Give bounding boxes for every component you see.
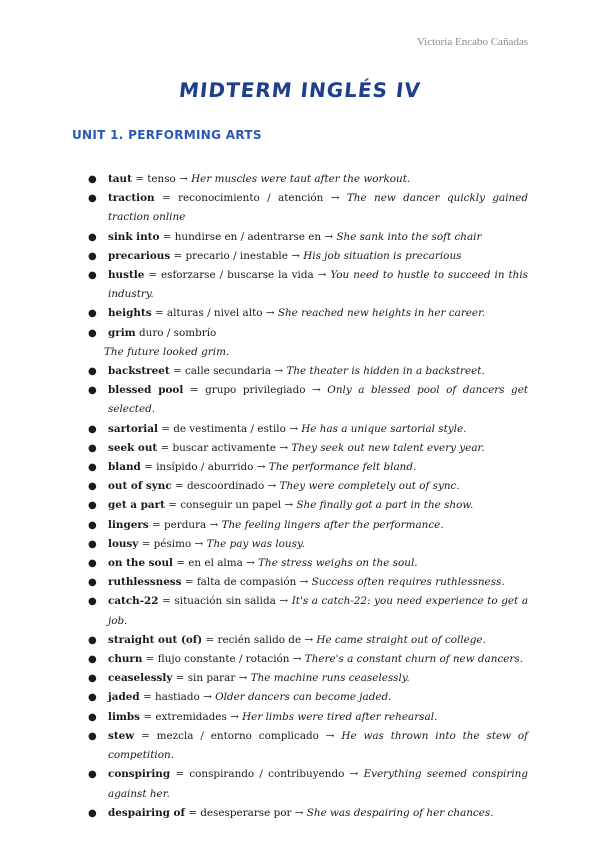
vocab-term: lingers — [108, 518, 149, 531]
vocab-term: ceaselessly — [108, 672, 173, 685]
bullet-icon: ● — [88, 423, 97, 435]
vocab-example: His job situation is precarious — [303, 249, 462, 262]
vocab-item-precarious — [88, 247, 528, 266]
vocab-item-ceaselessly — [88, 669, 528, 688]
vocab-example: The new dancer quickly gained traction online — [108, 192, 529, 224]
vocab-example: The stress weighs on the soul. — [258, 557, 418, 570]
vocab-translation: alturas / nivel alto — [166, 307, 263, 320]
vocab-term: taut — [108, 173, 132, 185]
unit-heading: UNIT 1. PERFORMING ARTS — [72, 128, 262, 142]
vocab-arrow: → — [206, 518, 222, 531]
bullet-icon: ● — [88, 231, 97, 243]
bullet-icon: ● — [88, 634, 97, 646]
vocab-example: She sank into the soft chair — [336, 230, 482, 243]
vocab-arrow: → — [318, 729, 342, 742]
vocab-item-lingers — [88, 516, 528, 535]
vocab-separator: = — [157, 441, 173, 454]
vocab-separator: = — [170, 249, 186, 262]
vocab-example: Only a blessed pool of dancers get selected. — [108, 384, 529, 416]
vocab-example: She finally got a part in the show. — [296, 499, 474, 512]
vocab-separator: = — [172, 672, 188, 685]
bullet-icon: ● — [88, 596, 97, 608]
vocab-example: It's a catch-22: you need experience to get a job. — [108, 595, 529, 627]
vocab-translation: mezcla / entorno complicado — [156, 729, 319, 742]
vocab-item-lousy — [88, 535, 528, 554]
bullet-icon: ● — [88, 250, 97, 262]
vocab-separator: = — [170, 768, 190, 781]
bullet-icon: ● — [88, 577, 97, 589]
vocab-separator: = — [154, 192, 179, 205]
vocab-item-get-a-part — [88, 496, 528, 515]
vocab-term: sartorial — [108, 422, 158, 435]
vocab-example: The machine runs ceaselessly. — [250, 672, 410, 685]
vocab-separator: = — [148, 518, 164, 531]
vocab-arrow: → — [264, 480, 280, 493]
vocab-arrow: → — [305, 384, 328, 397]
vocab-translation: recién salido de — [217, 633, 302, 646]
vocab-translation: falta de compasión — [196, 576, 297, 589]
vocab-example: Success often requires ruthlessness. — [311, 576, 505, 589]
vocab-separator: = — [142, 653, 158, 666]
vocab-separator: = — [140, 710, 156, 723]
bullet-icon: ● — [88, 558, 97, 570]
vocab-separator: = — [172, 557, 189, 570]
vocab-item-hustle — [88, 266, 528, 304]
vocab-translation: conseguir un papel — [180, 499, 282, 512]
vocab-example: There's a constant churn of new dancers. — [304, 653, 524, 666]
vocab-separator: = — [151, 307, 167, 320]
vocab-arrow: → — [199, 691, 216, 704]
bullet-icon: ● — [88, 538, 97, 550]
vocab-separator: = — [134, 729, 157, 742]
vocab-example: You need to hustle to succeed in this industry. — [108, 269, 529, 301]
vocab-arrow: → — [296, 576, 312, 589]
vocab-separator: = — [164, 499, 181, 512]
vocab-arrow: → — [321, 230, 337, 243]
vocab-separator: = — [158, 595, 175, 608]
vocab-item-ruthlessness — [88, 573, 528, 592]
vocab-translation: perdura — [163, 518, 207, 531]
vocab-arrow: → — [275, 595, 292, 608]
vocab-translation: extremidades — [155, 710, 227, 723]
document-title: MIDTERM INGLÉS IV — [177, 78, 423, 102]
vocab-arrow: → — [262, 307, 278, 320]
vocab-separator: = — [139, 691, 155, 704]
vocab-arrow: → — [344, 768, 364, 781]
vocab-separator: = — [183, 384, 206, 397]
vocab-example: They were completely out of sync. — [279, 480, 460, 493]
vocab-arrow: → — [281, 499, 297, 512]
vocab-translation: hastiado — [154, 691, 200, 704]
vocab-separator: = — [157, 422, 174, 435]
vocab-item-taut — [88, 170, 528, 189]
vocab-arrow: → — [271, 365, 287, 378]
vocab-term: despairing of — [108, 806, 185, 819]
vocab-separator: = — [169, 365, 185, 378]
vocab-arrow: → — [242, 557, 259, 570]
vocab-translation: buscar activamente — [172, 441, 277, 454]
vocab-arrow: → — [323, 192, 347, 205]
vocab-term: blessed pool — [108, 384, 184, 397]
bullet-icon: ● — [88, 807, 97, 819]
bullet-icon: ● — [88, 692, 97, 704]
vocab-term: precarious — [108, 249, 171, 262]
vocab-item-jaded — [88, 688, 528, 707]
vocab-example: He has a unique sartorial style. — [301, 422, 467, 435]
bullet-icon: ● — [88, 442, 97, 454]
vocab-arrow: → — [253, 461, 269, 474]
vocab-item-catch-22 — [88, 592, 528, 630]
vocab-example: The feeling lingers after the performance. — [221, 518, 444, 531]
vocab-term: heights — [108, 307, 152, 320]
vocab-translation: insípido / aburrido — [156, 461, 254, 474]
vocab-translation: en el alma — [188, 557, 243, 570]
vocab-translation: tenso — [147, 173, 176, 185]
vocab-separator: = — [140, 461, 157, 474]
vocab-item-out-of-sync — [88, 477, 528, 496]
bullet-icon: ● — [88, 270, 97, 282]
vocab-term: churn — [108, 653, 143, 666]
vocab-translation: de vestimenta / estilo — [173, 422, 286, 435]
vocab-example: He came straight out of college. — [316, 633, 486, 646]
bullet-icon: ● — [88, 519, 97, 531]
bullet-icon: ● — [88, 308, 97, 320]
vocab-term: hustle — [108, 269, 145, 282]
vocab-example: She was despairing of her chances. — [306, 806, 494, 819]
vocab-term: jaded — [108, 691, 140, 704]
vocab-translation: reconocimiento / atención — [178, 192, 324, 205]
vocab-term: backstreet — [108, 365, 170, 378]
vocab-separator: = — [138, 537, 154, 550]
vocab-item-on-the-soul — [88, 554, 528, 573]
vocab-arrow: → — [285, 422, 302, 435]
vocab-item-seek-out — [88, 439, 528, 458]
vocab-separator: = — [171, 480, 188, 493]
vocab-translation: precario / inestable — [185, 249, 288, 262]
vocab-item-heights — [88, 304, 528, 323]
vocab-example: Her limbs were tired after rehearsal. — [242, 710, 438, 723]
vocab-term: get a part — [108, 499, 165, 512]
vocab-arrow: → — [191, 537, 207, 550]
vocab-term: seek out — [108, 441, 158, 454]
bullet-icon: ● — [88, 366, 97, 378]
vocab-separator: = — [131, 173, 148, 185]
vocabulary-list — [88, 170, 528, 823]
vocab-item-despairing-of — [88, 804, 528, 823]
vocab-example: Everything seemed conspiring against her. — [108, 768, 529, 800]
bullet-icon: ● — [88, 481, 97, 493]
bullet-icon: ● — [88, 730, 97, 742]
bullet-icon: ● — [88, 385, 97, 397]
vocab-item-stew — [88, 727, 528, 765]
vocab-translation: calle secundaria — [184, 365, 272, 378]
bullet-icon: ● — [88, 500, 97, 512]
vocab-item-sink-into — [88, 228, 528, 247]
bullet-icon: ● — [88, 193, 97, 205]
bullet-icon: ● — [88, 174, 97, 185]
vocab-term: straight out (of) — [108, 633, 203, 646]
vocab-arrow: → — [276, 441, 292, 454]
vocab-term: limbs — [108, 710, 141, 723]
vocab-item-backstreet — [88, 362, 528, 381]
vocab-term: out of sync — [108, 480, 172, 493]
vocab-term: sink into — [108, 230, 160, 243]
vocab-separator: = — [144, 269, 161, 282]
vocab-arrow: → — [289, 653, 305, 666]
vocab-arrow: → — [313, 269, 331, 282]
vocab-item-grim — [88, 324, 528, 362]
vocab-translation: desesperarse por — [200, 806, 292, 819]
vocab-term: on the soul — [108, 557, 173, 570]
vocab-example: Her muscles were taut after the workout. — [191, 173, 411, 185]
vocab-item-blessed-pool — [88, 381, 528, 419]
vocab-translation: descoordinado — [187, 480, 265, 493]
vocab-item-churn — [88, 650, 528, 669]
vocab-item-bland — [88, 458, 528, 477]
vocab-translation: sin parar — [187, 672, 236, 685]
vocab-translation: hundirse en / adentrarse en — [174, 230, 322, 243]
vocab-term: bland — [108, 461, 141, 474]
vocab-term: ruthlessness — [108, 576, 182, 589]
vocab-term: lousy — [108, 537, 139, 550]
bullet-icon: ● — [88, 673, 97, 685]
vocab-term: grim — [108, 326, 136, 339]
vocab-term: traction — [108, 192, 155, 205]
vocab-example: He was thrown into the stew of competition. — [108, 729, 529, 762]
vocab-term: catch-22 — [108, 595, 159, 608]
vocab-arrow: → — [291, 806, 307, 819]
bullet-icon: ● — [88, 462, 97, 474]
vocab-term: stew — [108, 729, 135, 742]
vocab-example: The performance felt bland. — [268, 461, 417, 474]
vocab-example: The theater is hidden in a backstreet. — [286, 365, 485, 378]
vocab-translation: esforzarse / buscarse la vida — [160, 269, 314, 282]
vocab-item-sartorial — [88, 420, 528, 439]
bullet-icon: ● — [88, 769, 97, 781]
vocab-example: The pay was lousy. — [206, 537, 305, 550]
vocab-translation: flujo constante / rotación — [157, 653, 290, 666]
vocab-translation: grupo privilegiado — [205, 384, 306, 397]
vocab-translation: duro / sombrío — [139, 326, 217, 339]
vocab-example: The future looked grim. — [104, 345, 230, 358]
vocab-item-conspiring — [88, 765, 528, 803]
vocab-separator: = — [181, 576, 197, 589]
vocab-item-traction — [88, 189, 528, 227]
vocab-item-limbs — [88, 708, 528, 727]
vocab-translation: situación sin salida — [174, 595, 276, 608]
vocab-arrow: → — [301, 633, 317, 646]
vocab-arrow: → — [287, 249, 304, 262]
vocab-arrow: → — [235, 672, 251, 685]
vocab-example: They seek out new talent every year. — [291, 441, 485, 454]
vocab-separator: = — [159, 230, 175, 243]
vocab-item-straight-out-of- — [88, 631, 528, 650]
vocab-separator: = — [184, 806, 201, 819]
vocab-arrow: → — [175, 173, 192, 185]
vocab-example: Older dancers can become jaded. — [215, 691, 392, 704]
bullet-icon: ● — [88, 711, 97, 723]
vocab-separator: = — [202, 633, 218, 646]
author-name: Victoria Encabo Cañadas — [416, 36, 528, 48]
vocab-translation: pésimo — [153, 537, 192, 550]
bullet-icon: ● — [88, 654, 97, 666]
vocab-term: conspiring — [108, 768, 171, 781]
vocab-example: She reached new heights in her career. — [277, 307, 486, 320]
vocab-translation: conspirando / contribuyendo — [189, 768, 345, 781]
bullet-icon: ● — [88, 327, 97, 339]
vocab-arrow: → — [226, 710, 243, 723]
